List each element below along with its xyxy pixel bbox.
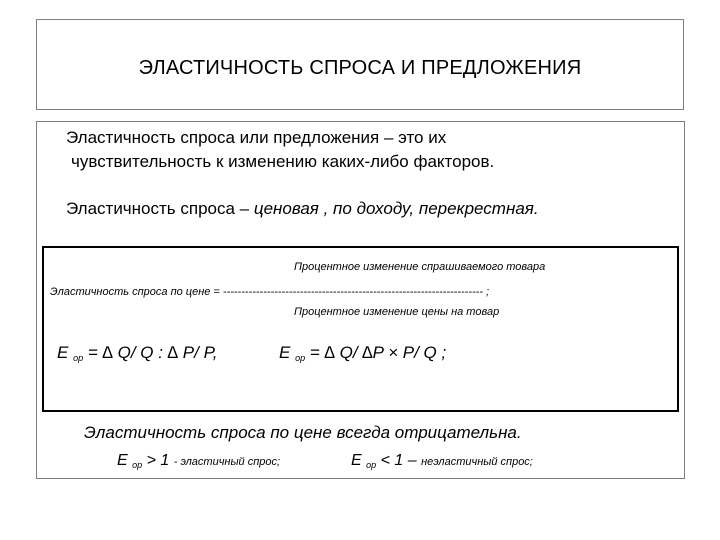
formula-right-rest: = ∆ Q/ ∆P × P/ Q ; [309,343,447,362]
formula-main: Эластичность спроса по цене = ----------------------------------------------------------------------- ; [50,286,490,298]
elasticity-types [66,199,539,219]
threshold-b-e: E [351,452,362,469]
definition [66,126,494,174]
threshold-a-e: E [117,452,128,469]
threshold-elastic [117,452,280,470]
formula-left [57,343,217,363]
formula-left-sub: ор [73,353,84,363]
threshold-b-label: неэластичный спрос; [421,456,533,468]
slide-title: ЭЛАСТИЧНОСТЬ СПРОСА И ПРЕДЛОЖЕНИЯ [138,57,582,79]
threshold-a-sub: ор [132,460,143,470]
threshold-a-label: - эластичный спрос; [173,456,281,468]
formula-right-e: E [279,343,291,362]
threshold-b-sub: ор [366,460,377,470]
types-list: ценовая , по доходу, перекрестная. [253,199,539,218]
formula-left-rest: = ∆ Q/ Q : ∆ P/ P, [87,343,218,362]
negativity-note: Эластичность спроса по цене всегда отрицательна. [84,423,522,442]
definition-line-1: Эластичность спроса или предложения – это их [66,128,447,147]
formula-right [279,343,446,363]
threshold-inelastic [351,452,533,470]
title-box [36,19,684,110]
formula-left-e: E [57,343,69,362]
types-lead: Эластичность спроса – [66,199,254,218]
formula-right-sub: ор [295,353,306,363]
threshold-a-cond: > 1 [142,452,174,469]
formula-numerator: Процентное изменение спрашиваемого товара [294,261,546,273]
formula-denominator: Процентное изменение цены на товар [294,306,500,318]
definition-line-2: чувствительность к изменению каких-либо факторов. [71,152,495,171]
threshold-b-cond: < 1 – [376,452,422,469]
